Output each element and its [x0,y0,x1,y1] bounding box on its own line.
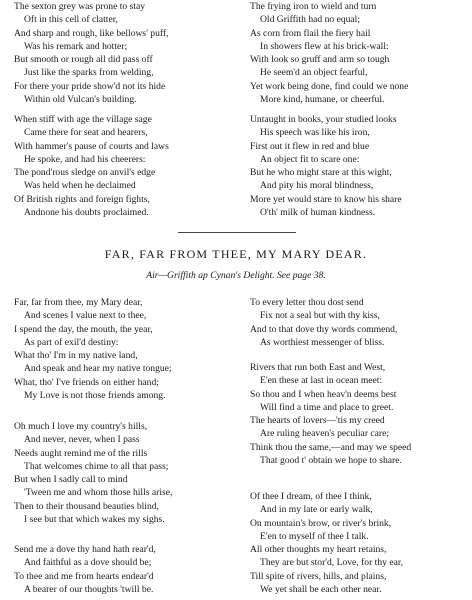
verse-line: My Love is not those friends among. [24,390,166,402]
verse-line: Think thou the same,—and may we speed [250,441,412,453]
stanza [250,490,472,596]
verse-line: Of British rights and foreign fights, [14,193,150,205]
verse-line: And speak and hear my native tongue; [24,363,172,375]
verse-line: Of thee I dream, of thee I think, [250,491,372,502]
verse-line: The pond'rous sledge on anvil's edge [14,167,156,179]
stanza [14,543,244,596]
stanza [250,113,472,219]
verse-line: E'en these at last in ocean meet: [260,375,383,387]
verse-line: Was held when he declaimed [24,180,136,192]
verse-line: We yet shall be each other near. [260,584,382,596]
verse-line: He seem'd an object fearful, [260,67,368,79]
verse-line: That welcomes chime to all that pass; [24,460,169,472]
stanza [14,420,244,526]
verse-line: On mountain's brow, or river's brink, [250,517,392,529]
verse-line: Till spite of rivers, hills, and plains, [250,570,387,582]
verse-line: Oh much I love my country's hills, [14,421,148,432]
verse-line: But smooth or rough all did pass off [14,54,153,66]
verse-line: His speech was like his iron, [260,127,370,139]
verse-line: E'en to myself of thee I talk. [260,530,369,542]
section-divider [178,232,296,233]
verse-line: Will find a time and place to greet. [260,401,394,413]
verse-line: O'th' milk of human kindness. [260,207,376,219]
verse-line: To every letter thou dost send [250,297,364,308]
verse-line: As corn from flail the fiery hail [250,27,371,39]
verse-line: More kind, humane, or cheerful. [260,94,385,106]
verse-line: I see but that which wakes my sighs. [24,514,165,526]
verse-line: And sharp and rough, like bellows' puff, [14,27,169,39]
verse-line: All other thoughts my heart retains, [250,544,387,556]
verse-line: Needs aught remind me of the rills [14,447,148,459]
verse-line: More yet would stare to know his share [250,193,402,205]
verse-line: Send me a dove thy hand hath rear'd, [14,544,156,555]
verse-line: The frying iron to wield and turn [250,1,377,12]
verse-line: Are ruling heaven's peculiar care; [260,428,390,440]
verse-line: Andnone his doubts proclaimed. [24,207,149,219]
verse-line: And in my late or early walk, [260,504,373,516]
stanza [14,113,244,219]
verse-line: He spoke, and had his cheerers: [24,153,146,165]
verse-line: Then to their thousand beauties blind, [14,500,159,512]
verse-line: Far, far from thee, my Mary dear, [14,297,143,308]
verse-line: But when I sadly call to mind [14,474,128,486]
stanza [14,296,244,402]
verse-line: The hearts of lovers—'tis my creed [250,415,385,427]
verse-line: They are but stor'd, Love, for thy ear, [260,557,404,569]
verse-line: Yet work being done, find could we none [250,80,409,92]
stanza [250,296,472,349]
verse-line: Within old Vulcan's building. [24,94,137,106]
verse-line: And to that dove thy words commend, [250,323,398,335]
verse-line: As worthiest messenger of bliss. [260,336,385,348]
stanza [250,361,472,467]
verse-line: Untaught in books, your studied looks [250,114,397,125]
verse-line: Just like the sparks from welding, [24,67,154,79]
verse-line: That good t' obtain we hope to share. [260,455,402,467]
verse-line: And never, never, when I pass [24,434,140,446]
verse-line: Old Griffith had no equal; [260,14,361,26]
verse-line: With look so gruff and arm so tough [250,54,390,66]
verse-line: And pity his moral blindness, [260,180,374,192]
verse-line: Rivers that run both East and West, [250,362,386,373]
verse-line: As part of exil'd destiny: [24,336,119,348]
stanza [14,0,244,106]
song-subtitle: Air—Griffith ap Cynan's Delight. See page 38. [146,270,326,281]
verse-line: When stiff with age the village sage [14,114,152,125]
verse-line: What, tho' I've friends on either hand; [14,376,159,388]
verse-line: With hammer's pause of courts and laws [14,140,169,152]
verse-line: But he who might stare at this wight, [250,167,392,179]
verse-line: And faithful as a dove should be; [24,557,152,569]
verse-line: Oft in this cell of clatter, [24,14,118,26]
verse-line: First out it flew in red and blue [250,140,370,152]
verse-line: Was his remark and hotter; [24,40,128,52]
verse-line: Came there for seat and hearers, [24,127,148,139]
song-title: FAR, FAR FROM THEE, MY MARY DEAR. [104,247,368,261]
stanza [250,0,472,106]
verse-line: And scenes I value next to thee, [24,310,147,322]
verse-line: To thee and me from hearts endear'd [14,570,154,582]
verse-line: An object fit to scare one: [260,153,360,165]
verse-line: For there your pride show'd not its hide [14,80,166,92]
verse-line: Fix not a seal but with thy kiss, [260,310,380,322]
verse-line: The sexton grey was prone to stay [14,1,146,12]
verse-line: A bearer of our thoughts 'twill be. [24,583,154,595]
verse-line: What tho' I'm in my native land, [14,350,138,362]
verse-line: 'Tween me and whom those hills arise, [24,487,173,499]
verse-line: In showers flew at his brick-wall: [260,40,389,52]
verse-line: I spend the day, the mouth, the year, [14,323,153,335]
verse-line: So thou and I when heav'n deems best [250,388,397,400]
